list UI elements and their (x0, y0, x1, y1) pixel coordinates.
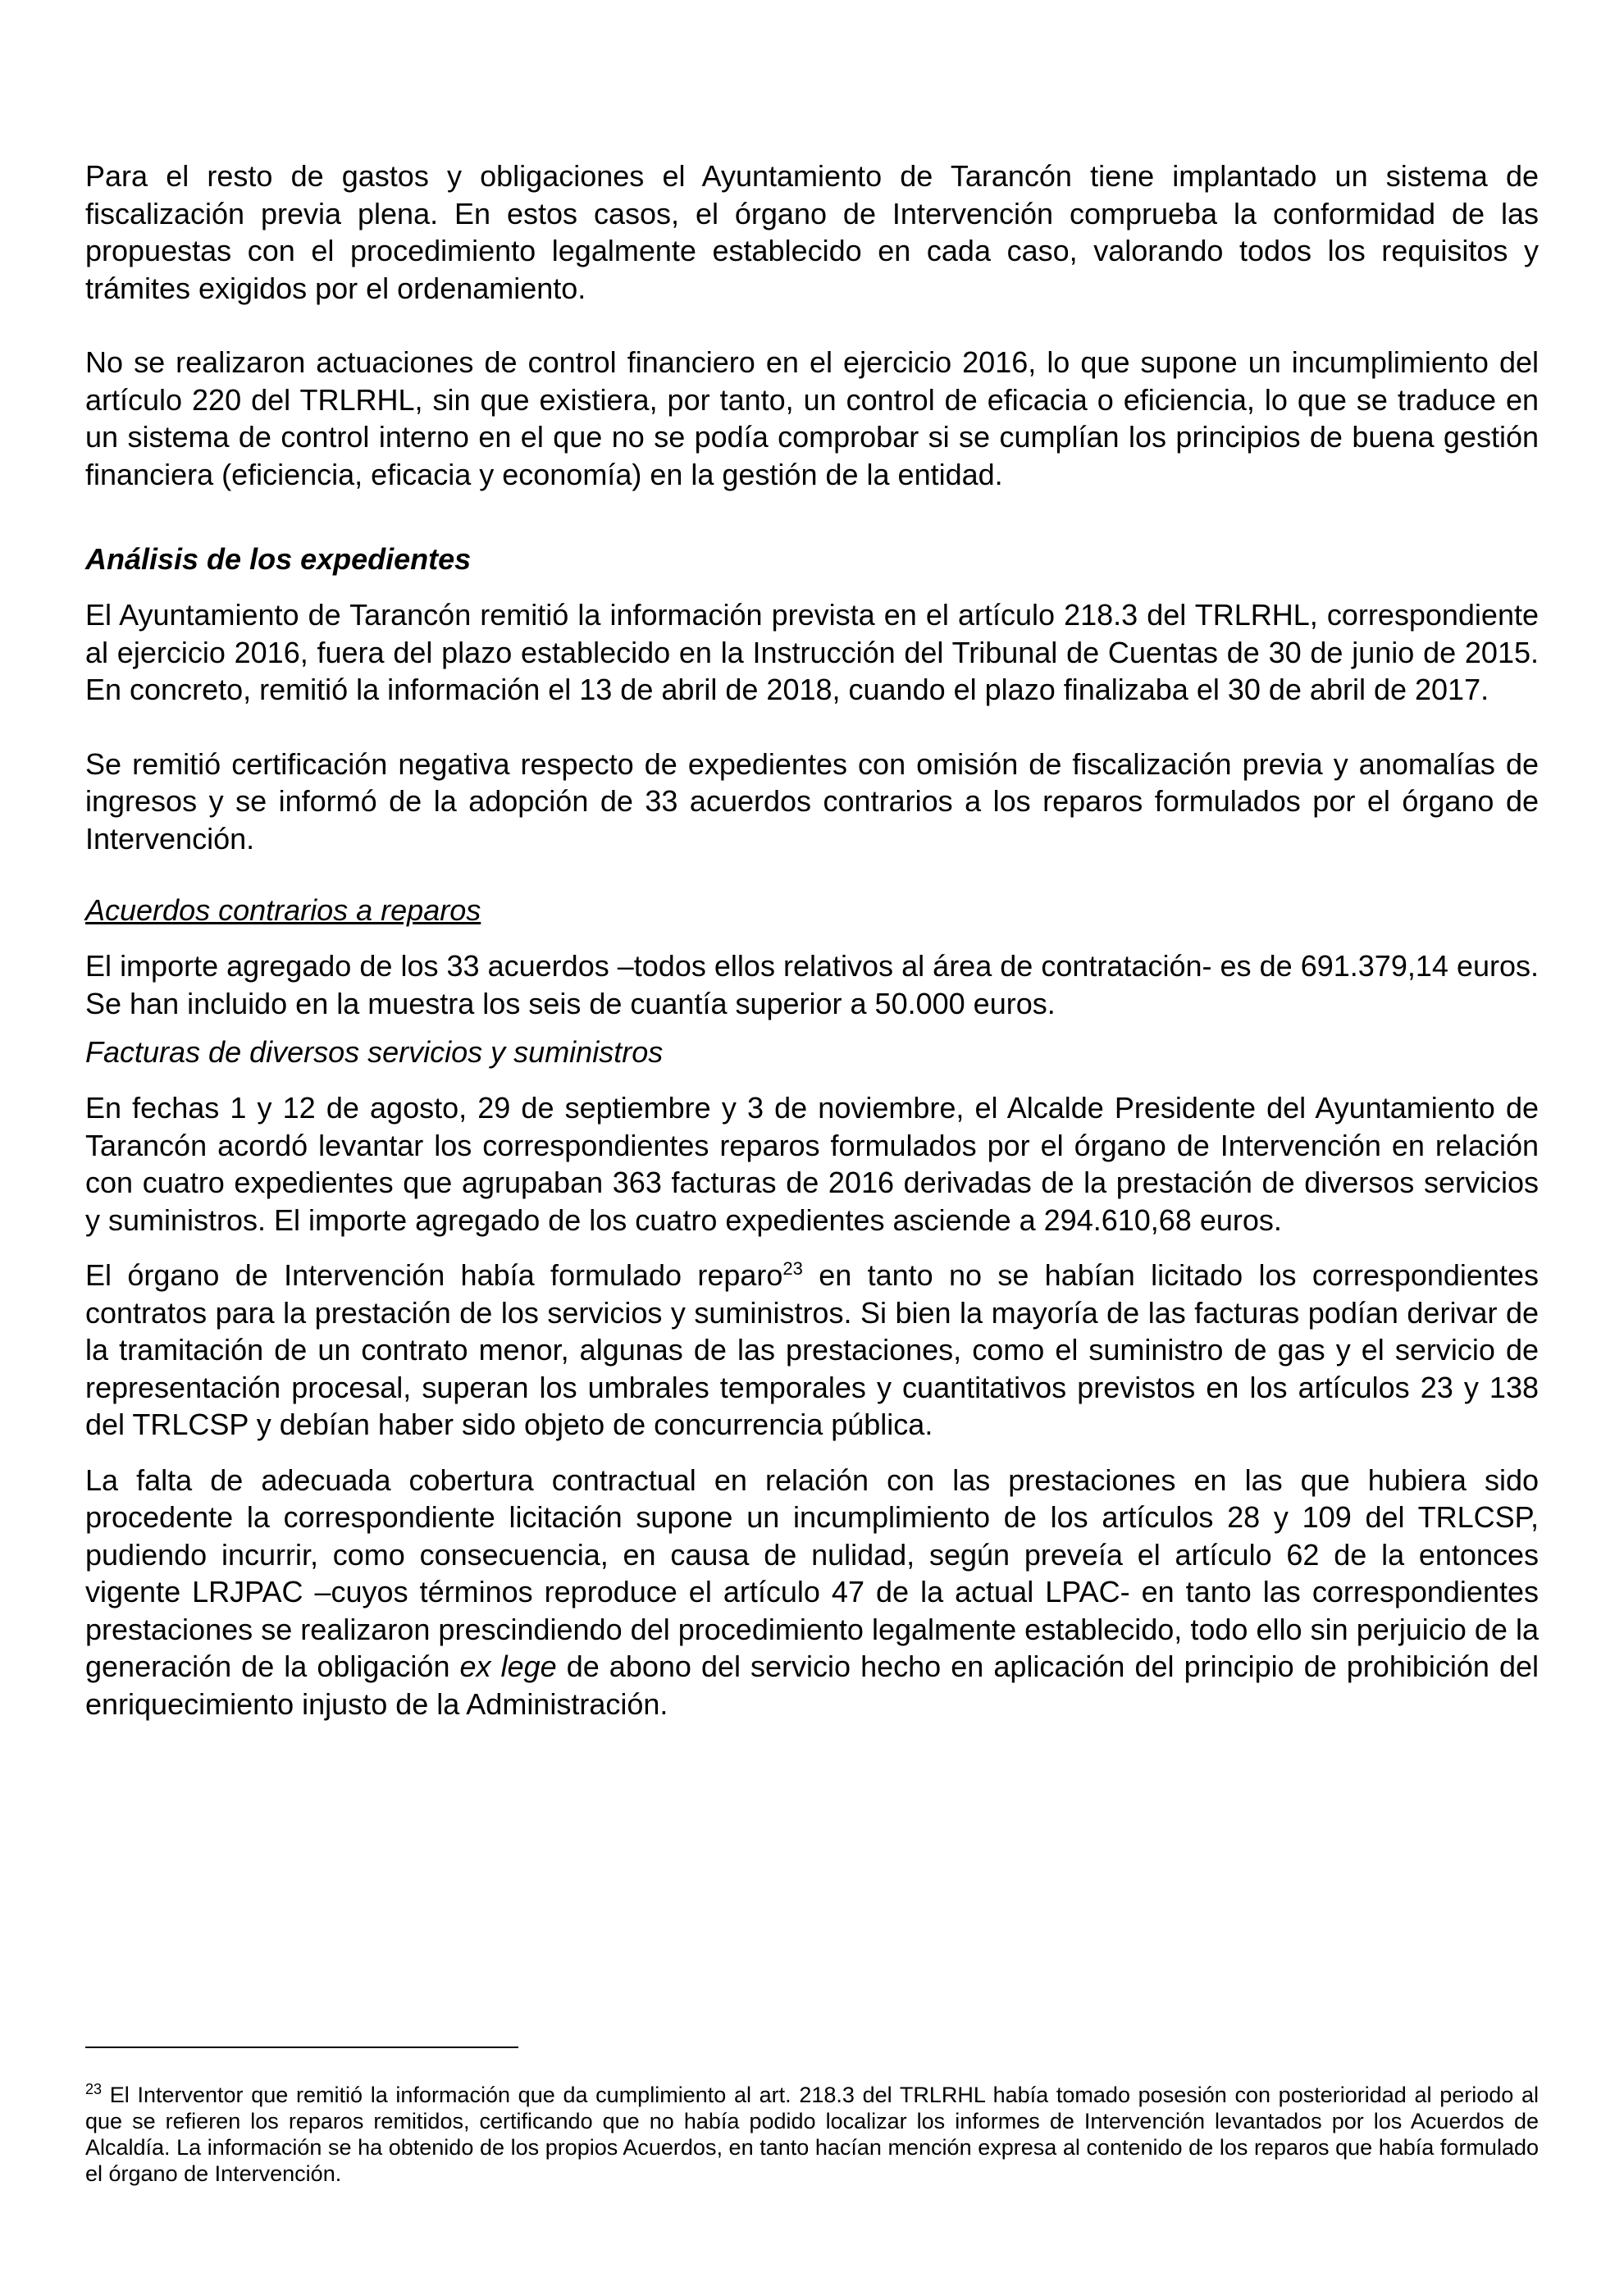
footnote-number: 23 (85, 2081, 103, 2097)
paragraph-contract-coverage (85, 1462, 1539, 1723)
paragraph-text-after-italic: de abono del servicio hecho en aplicación del principio de prohibición del enriquecimiento injusto de la Administración. (85, 1650, 1539, 1721)
subheading-agreements: Acuerdos contrarios a reparos (85, 893, 481, 927)
italic-term-ex-lege: ex lege (459, 1650, 557, 1683)
paragraph-information-submitted: El Ayuntamiento de Tarancón remitió la información prevista en el artículo 218.3 del TRLRHL, correspondiente al ejercicio 2016, fuera del plazo establecido en la Instrucción del Tribunal de Cuentas de 30 de junio de 2015. En concreto, remitió la información el 13 de abril de 2018, cuando el plazo finalizaba el 30 de abril de 2017. (85, 598, 1539, 706)
footnote-text: El Interventor que remitió la información que da cumplimiento al art. 218.3 del TRLRHL había tomado posesión con posterioridad al periodo al que se refieren los reparos remitidos, certificando que no había podido localizar los informes de Intervención levantados por los Acuerdos de Alcaldía. La información se ha obtenido de los propios Acuerdos, en tanto hacían mención expresa al contenido de los reparos que había formulado el órgano de Intervención. (85, 2083, 1539, 2186)
section-heading-analysis: Análisis de los expedientes (85, 542, 472, 576)
paragraph-financial-control: No se realizaron actuaciones de control financiero en el ejercicio 2016, lo que supone un incumplimiento del artículo 220 del TRLRHL, sin que existiera, por tanto, un control de eficacia o eficiencia, lo que se traduce en un sistema de control interno en el que no se podía comprobar si se cumplían los principios de buena gestión financiera (eficiencia, eficacia y economía) en la gestión de la entidad. (85, 345, 1539, 491)
subheading-invoices: Facturas de diversos servicios y suministros (85, 1035, 664, 1069)
paragraph-aggregate-amount: El importe agregado de los 33 acuerdos –todos ellos relativos al área de contratación- es de 691.379,14 euros. Se han incluido en la muestra los seis de cuantía superior a 50.000 euros. (85, 949, 1539, 1020)
paragraph-text-before-italic: La falta de adecuada cobertura contractual en relación con las prestaciones en las que hubiera sido procedente la correspondiente licitación supone un incumplimiento de los artículos 28 y 109 del TRLCSP, pudiendo incurrir, como consecuencia, en causa de nulidad, según preveía el artículo 62 de la entonces vigente LRJPAC –cuyos términos reproduce el artículo 47 de la actual LPAC- en tanto las correspondientes prestaciones se realizaron prescindiendo del procedimiento legalmente establecido, todo ello sin perjuicio de la generación de la obligación (85, 1462, 1539, 1683)
footnote-reference: 23 (782, 1258, 803, 1279)
paragraph-negative-certification: Se remitió certificación negativa respecto de expedientes con omisión de fiscalización previa y anomalías de ingresos y se informó de la adopción de 33 acuerdos contrarios a los reparos formulados por el órgano de Intervención. (85, 746, 1539, 856)
paragraph-text-before-ref: El órgano de Intervención había formulado reparo (85, 1258, 783, 1292)
paragraph-text-after-ref: en tanto no se habían licitado los correspondientes contratos para la prestación de los servicios y suministros. Si bien la mayoría de las facturas podían derivar de la tramitación de un contrato menor, algunas de las prestaciones, como el suministro de gas y el servicio de representación procesal, superan los umbrales temporales y cuantitativos previstos en los artículos 23 y 138 del TRLCSP y debían haber sido objeto de concurrencia pública. (85, 1258, 1539, 1441)
paragraph-intervention-objection (85, 1257, 1539, 1444)
paragraph-fiscalization: Para el resto de gastos y obligaciones el Ayuntamiento de Tarancón tiene implantado un sistema de fiscalización previa plena. En estos casos, el órgano de Intervención comprueba la conformidad de las propuestas con el procedimiento legalmente establecido en cada caso, valorando todos los requisitos y trámites exigidos por el ordenamiento. (85, 159, 1539, 305)
paragraph-dates-agreements: En fechas 1 y 12 de agosto, 29 de septiembre y 3 de noviembre, el Alcalde Presidente del Ayuntamiento de Tarancón acordó levantar los correspondientes reparos formulados por el órgano de Intervención en relación con cuatro expedientes que agrupaban 363 facturas de 2016 derivadas de la prestación de diversos servicios y suministros. El importe agregado de los cuatro expedientes asciende a 294.610,68 euros. (85, 1091, 1539, 1237)
footnote (85, 2082, 1539, 2187)
document-body (85, 157, 1539, 1723)
footnote-separator (85, 2047, 518, 2048)
